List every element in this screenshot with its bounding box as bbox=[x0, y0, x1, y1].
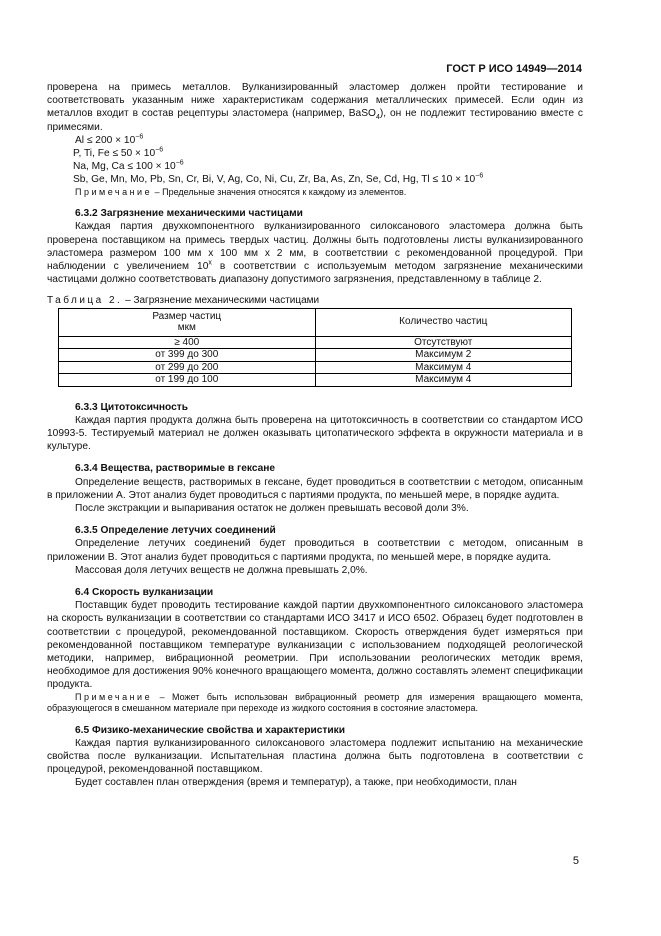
table-header-size: Размер частиц мкм bbox=[59, 308, 316, 336]
table-caption: Таблица 2. – Загрязнение механическими частицами bbox=[47, 295, 320, 307]
particle-contamination-table bbox=[58, 308, 572, 387]
page-content bbox=[47, 81, 583, 790]
table-cell-count: Максимум 2 bbox=[315, 349, 572, 362]
formula-heavy-metals: Sb, Ge, Mn, Mo, Pb, Sn, Cr, Bi, V, Ag, Co, Ni, Cu, Zr, Ba, As, Zn, Se, Cd, Hg, $Tl \le 10 \times 10^{-6}$ bbox=[73, 173, 484, 186]
section-6-3-3-paragraph: Каждая партия продукта должна быть проверена на цитотоксичность в соответствии со стандартом ИСО 10993-5. Тестируемый материал не должен оказывать цитопатического эффекта в окружности материала и в культуре. bbox=[47, 414, 583, 453]
table-cell-count: Максимум 4 bbox=[315, 374, 572, 387]
intro-paragraph: проверена на примесь металлов. Вулканизированный эластомер должен пройти тестирование и соответствовать указанным ниже характеристикам содержания металлических примесей. Если один из металлов входит в состав рецептуры эластомера (например, BaSO$_4$), он не подлежит тестированию вместе с примесями. bbox=[47, 82, 584, 133]
table-row bbox=[59, 336, 572, 349]
section-6-3-4-paragraph-2: После экстракции и выпаривания остаток не должен превышать весовой доли 3%. bbox=[75, 502, 469, 514]
section-6-5-heading: 6.5 Физико-механические свойства и характеристики bbox=[75, 724, 346, 736]
section-6-3-4-heading: 6.3.4 Вещества, растворимые в гексане bbox=[75, 463, 276, 475]
section-6-3-3-heading: 6.3.3 Цитотоксичность bbox=[75, 401, 189, 413]
section-6-3-4-paragraph-1: Определение веществ, растворимых в гексане, будет проводиться в соответствии с методом, описанным в приложении А. Этот анализ будет проводиться с партиями продукта, по меньшей мере, в порядке аудита. bbox=[47, 476, 583, 501]
table-cell-count: Максимум 4 bbox=[315, 361, 572, 374]
table-header-count: Количество частиц bbox=[315, 308, 572, 336]
table-header-row bbox=[59, 308, 572, 336]
section-6-3-2-heading: 6.3.2 Загрязнение механическими частицами bbox=[75, 208, 303, 220]
intro-note: Примечание – Предельные значения относятся к каждому из элементов. bbox=[75, 186, 407, 197]
table-cell-size: от 399 до 300 bbox=[59, 349, 316, 362]
table-cell-size: ≥ 400 bbox=[59, 336, 316, 349]
table-cell-size: от 299 до 200 bbox=[59, 361, 316, 374]
table-cell-count: Отсутствуют bbox=[315, 336, 572, 349]
section-6-4-paragraph: Поставщик будет проводить тестирование каждой партии двухкомпонентного силоксанового эластомера на скорость вулканизации в соответствии со стандартами ИСО 3417 и ИСО 6502. Образец будет подготовлен в соответствии с процедурой, рекомендованной поставщиком. Скорость отверждения будет измеряться при рекомендованной поставщиком температуре вулканизации с использованием подходящей реологической методики, например, вибрационной реометрии. При использовании реологических методик время, необходимое для достижения 90% конечного вращающего момента, должно составлять элемент спецификации продукта. bbox=[47, 600, 583, 691]
section-6-5-paragraph-1: Каждая партия вулканизированного силоксанового эластомера подлежит испытанию на механические свойства после вулканизации. Испытательная пластина должна быть подготовлена в соответствии с процедурой, рекомендованной поставщиком. bbox=[47, 737, 583, 776]
table-cell-size: от 199 до 100 bbox=[59, 374, 316, 387]
table-row bbox=[59, 361, 572, 374]
formula-na-mg-ca: Na, Mg, $Ca \le 100 \times 10^{-6}$ bbox=[73, 159, 184, 173]
section-6-5-paragraph-2: Будет составлен план отверждения (время и температур), а также, при необходимости, план bbox=[75, 777, 517, 789]
table-row bbox=[59, 349, 572, 362]
section-6-3-5-heading: 6.3.5 Определение летучих соединений bbox=[75, 525, 276, 537]
page-number: 5 bbox=[572, 855, 579, 867]
section-6-3-2-paragraph: Каждая партия двухкомпонентного вулканизированного силоксанового эластомера должна быть проверена поставщиком на примесь твердых частиц. Должны быть подготовлены листы вулканизированного эластомера размером 100 мм х 100 мм х 2 мм, в соответствии с рекомендованной процедурой. При наблюдении с увеличением $10^х$ в соответствии с используемым методом загрязнение механическими частицами должно соответствовать диапазону допустимого загрязнения, представленному в таблице 2. bbox=[47, 221, 583, 286]
section-6-3-5-paragraph-1: Определение летучих соединений будет проводиться в соответствии с методом, описанным в приложении В. Этот анализ будет проводиться с партиями продукта, по меньшей мере, в порядке аудита. bbox=[47, 538, 583, 563]
section-6-4-heading: 6.4 Скорость вулканизации bbox=[75, 586, 214, 598]
section-6-4-note: Примечание – Может быть использован вибрационный реометр для измерения вращающего момента, образующегося в смешанном материале при переходе из жидкого состояния в состояние эластомера. bbox=[47, 691, 583, 714]
table-row bbox=[59, 374, 572, 387]
standard-header: ГОСТ Р ИСО 14949—2014 bbox=[446, 63, 582, 75]
formula-al: $Al \le 200 \times 10^{-6}$ bbox=[75, 133, 144, 146]
section-6-3-5-paragraph-2: Массовая доля летучих веществ не должна превышать 2,0%. bbox=[75, 564, 368, 576]
formula-p-ti-fe: P, Ti, $Fe \le 50 \times 10^{-6}$ bbox=[73, 146, 164, 160]
